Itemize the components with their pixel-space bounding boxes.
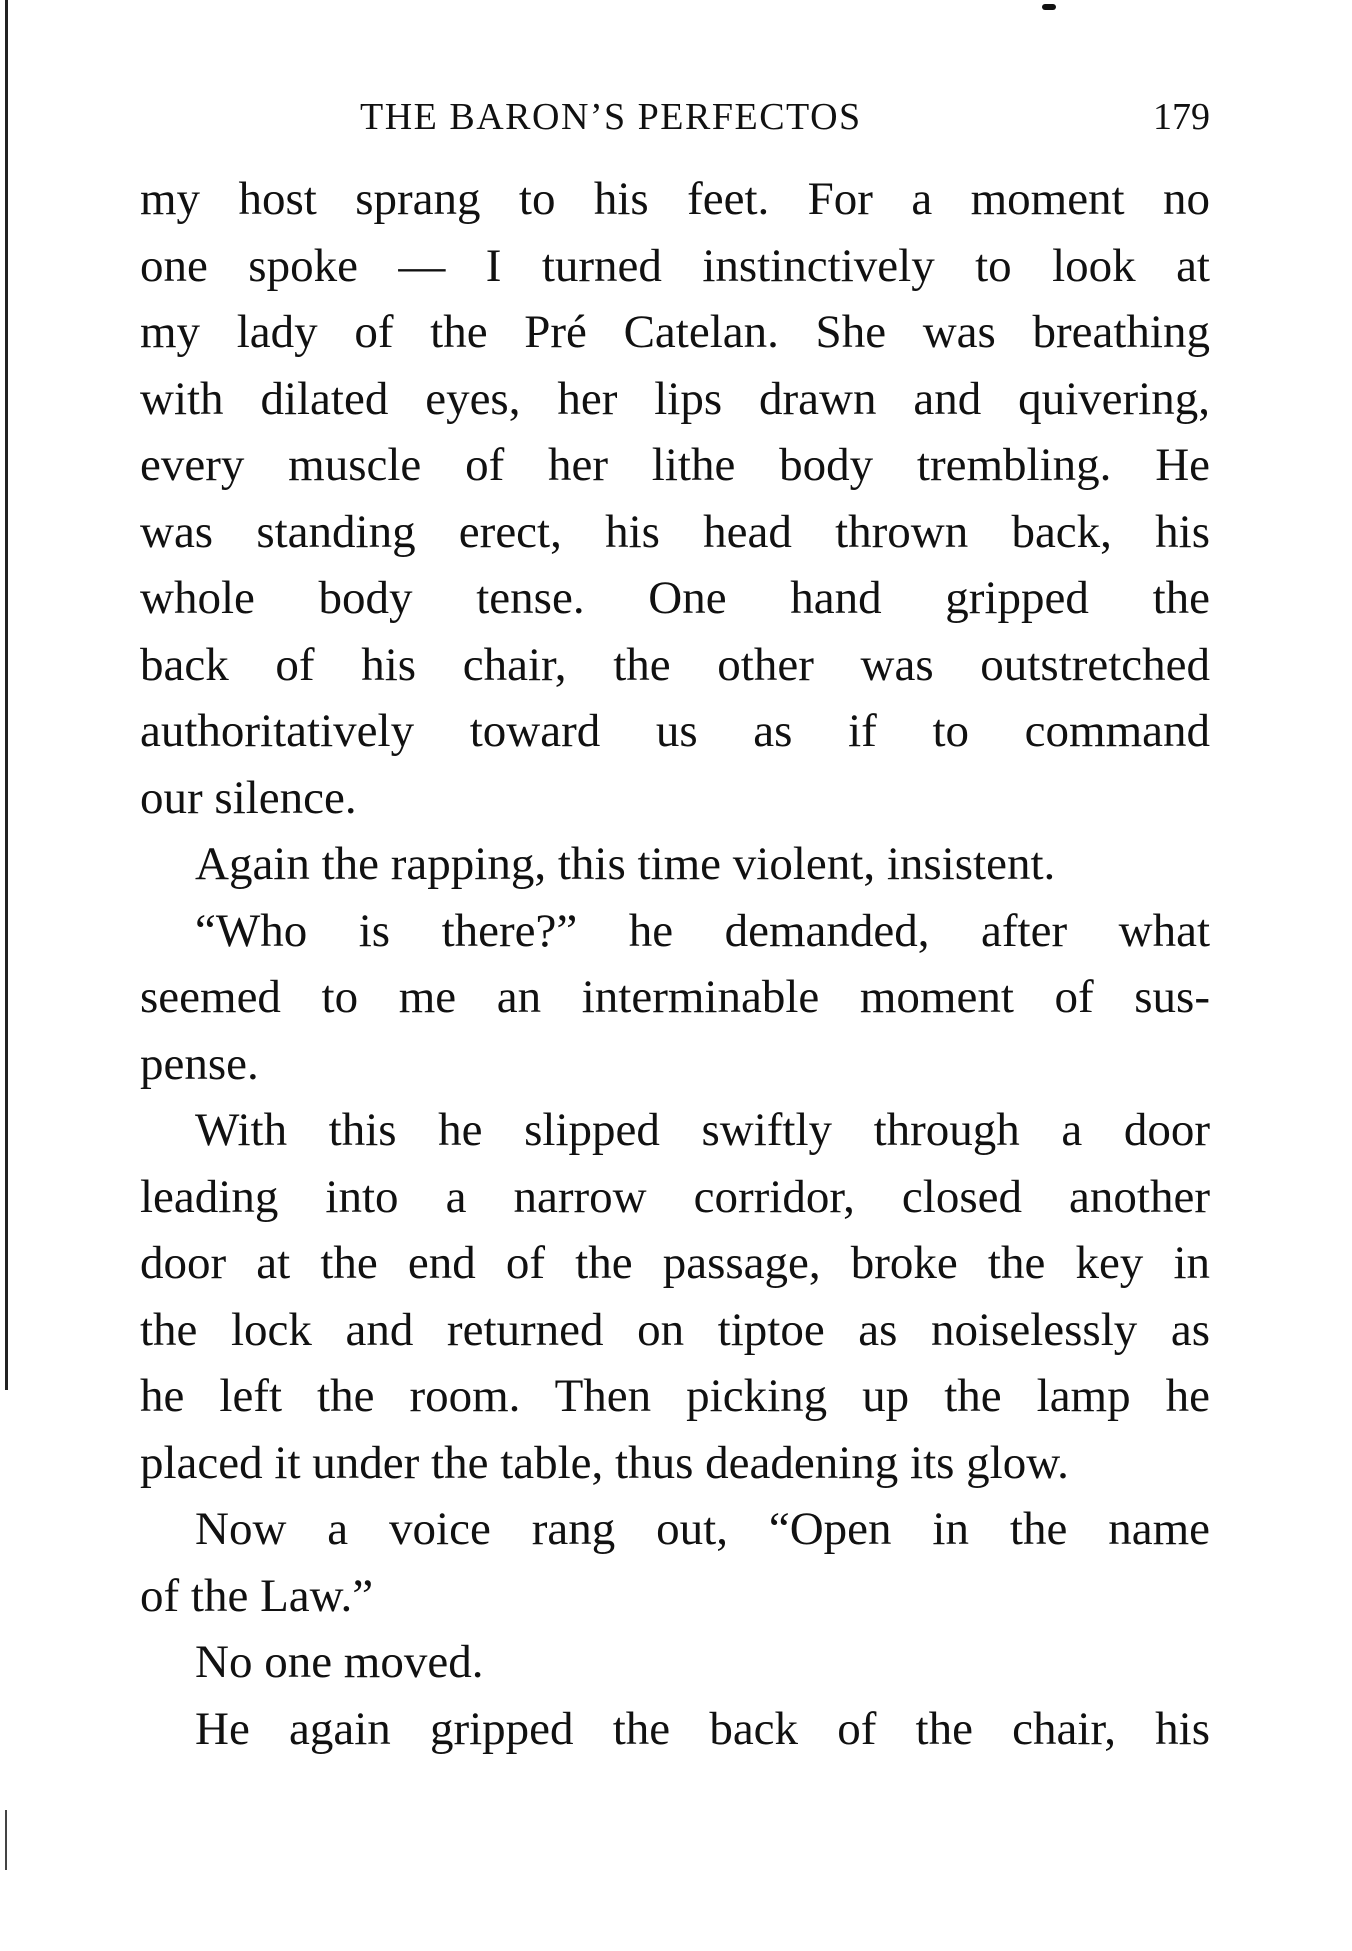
page-number: 179 bbox=[1153, 96, 1210, 138]
text-line: Now a voice rang out, “Open in the name bbox=[195, 1503, 1210, 1555]
ink-speck bbox=[1042, 4, 1056, 10]
text-line: “Who is there?” he demanded, after what bbox=[195, 904, 1210, 957]
text-line: the lock and returned on tiptoe as noiselessly as bbox=[140, 1303, 1210, 1356]
text-line: With this he slipped swiftly through a door bbox=[195, 1104, 1210, 1156]
text-line: No one moved. bbox=[195, 1636, 484, 1688]
text-line: Again the rapping, this time violent, insistent. bbox=[195, 838, 1056, 890]
text-line: with dilated eyes, her lips drawn and quivering, bbox=[140, 372, 1210, 425]
text-line: he left the room. Then picking up the lamp he bbox=[140, 1370, 1210, 1422]
text-line: was standing erect, his head thrown back, his bbox=[140, 505, 1210, 558]
text-line: of the Law.” bbox=[140, 1569, 374, 1622]
text-line: pense. bbox=[140, 1037, 259, 1090]
body-text bbox=[140, 166, 1210, 1762]
text-line: door at the end of the passage, broke the key in bbox=[140, 1237, 1210, 1289]
text-line: placed it under the table, thus deadening its glow. bbox=[140, 1436, 1069, 1489]
text-line: leading into a narrow corridor, closed another bbox=[140, 1170, 1210, 1223]
running-head bbox=[360, 92, 1210, 142]
text-line: my host sprang to his feet. For a moment no bbox=[140, 173, 1210, 225]
text-line: back of his chair, the other was outstretched bbox=[140, 638, 1210, 691]
binding-edge bbox=[5, 0, 8, 1390]
text-line: one spoke — I turned instinctively to look at bbox=[140, 239, 1210, 292]
binding-edge-mark bbox=[5, 1810, 7, 1870]
text-line: my lady of the Pré Catelan. She was breathing bbox=[140, 306, 1210, 358]
text-line: our silence. bbox=[140, 771, 357, 824]
text-line: every muscle of her lithe body trembling. He bbox=[140, 439, 1210, 491]
text-line: seemed to me an interminable moment of sus- bbox=[140, 971, 1210, 1023]
text-line: He again gripped the back of the chair, his bbox=[195, 1702, 1210, 1755]
text-line: authoritatively toward us as if to command bbox=[140, 705, 1210, 757]
text-line: whole body tense. One hand gripped the bbox=[140, 572, 1210, 624]
running-title: THE BARON’S PERFECTOS bbox=[360, 96, 862, 138]
